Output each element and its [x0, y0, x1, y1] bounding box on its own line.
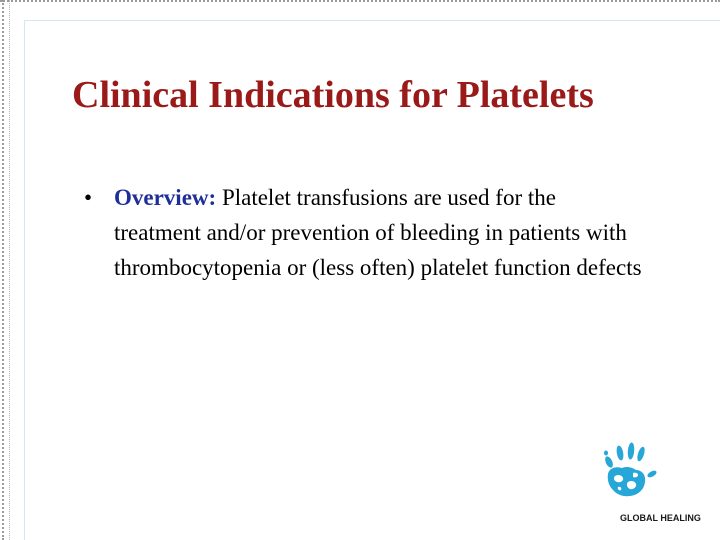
bullet-label: Overview: — [114, 185, 217, 210]
inner-frame-line-vertical — [24, 20, 25, 540]
hand-globe-icon — [600, 440, 660, 506]
bullet-list — [84, 180, 644, 285]
dotted-border-left — [2, 0, 4, 540]
dotted-border-top — [0, 0, 720, 2]
logo-text: GLOBAL HEALING — [620, 513, 701, 523]
inner-frame-line-horizontal — [24, 20, 720, 21]
slide-title: Clinical Indications for Platelets — [72, 74, 594, 116]
bullet-marker: • — [84, 185, 93, 210]
dotted-border-left-inner — [9, 0, 10, 540]
bullet-text: Platelet transfusions are used for the treatment and/or prevention of bleeding in patients with thrombocytopenia or (less often) platelet function defects — [114, 185, 642, 280]
bullet-item — [84, 180, 644, 285]
global-healing-logo — [596, 440, 714, 530]
